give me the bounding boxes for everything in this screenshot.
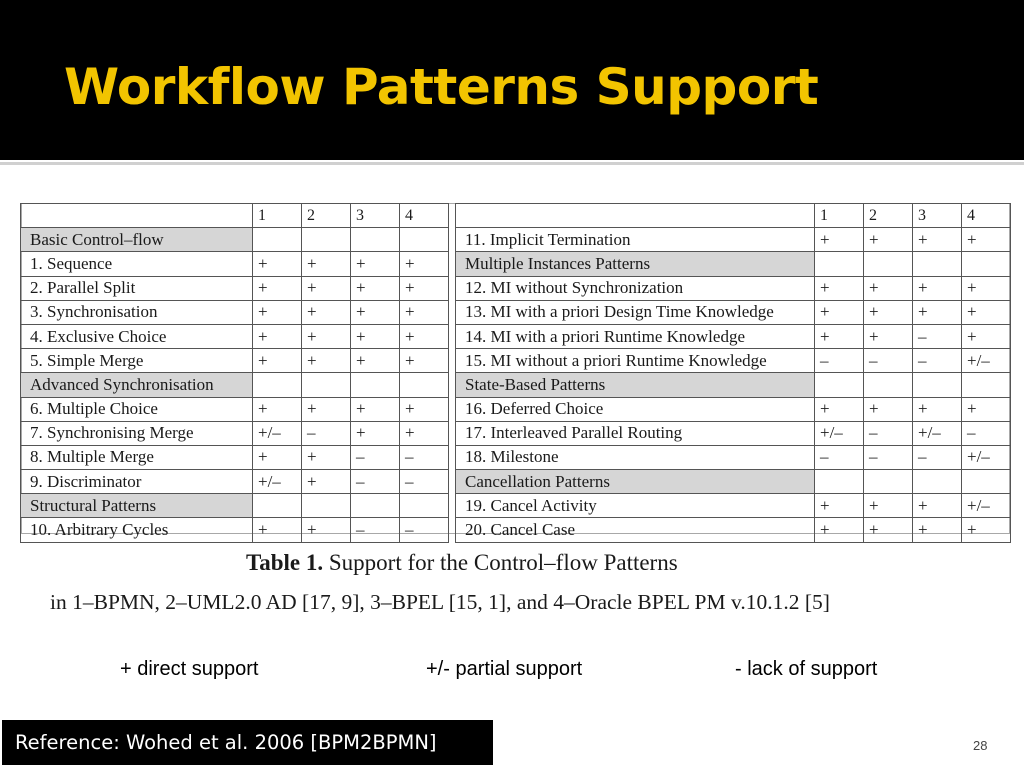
support-value: + [864,300,913,324]
support-value: + [864,518,913,542]
column-gap [449,204,456,228]
support-value: + [962,518,1011,542]
support-value: – [351,518,400,542]
support-value [400,494,449,518]
support-value: + [815,300,864,324]
column-gap [449,252,456,276]
column-gap [449,228,456,252]
pattern-name: 11. Implicit Termination [456,228,815,252]
support-value [400,228,449,252]
section-header: Cancellation Patterns [456,470,815,494]
pattern-name: 8. Multiple Merge [21,445,253,469]
support-value: – [864,349,913,373]
pattern-name: 15. MI without a priori Runtime Knowledge [456,349,815,373]
support-value [962,470,1011,494]
support-value: + [351,300,400,324]
support-value [913,252,962,276]
support-value [253,373,302,397]
header-blank-right [456,204,815,228]
table-row [21,421,1011,445]
pattern-name: 19. Cancel Activity [456,494,815,518]
support-value: + [913,276,962,300]
header-divider [0,162,1024,165]
support-value: + [253,445,302,469]
support-value: +/– [253,421,302,445]
support-value: + [253,518,302,542]
column-gap [449,324,456,348]
support-value: + [302,349,351,373]
support-value: +/– [913,421,962,445]
table-row [21,228,1011,252]
table-row [21,252,1011,276]
caption-label: Table 1. [246,550,324,575]
column-gap [449,470,456,494]
pattern-name: 12. MI without Synchronization [456,276,815,300]
support-value: + [302,470,351,494]
support-value [253,494,302,518]
column-header: 4 [962,204,1011,228]
table-caption [246,550,678,576]
column-header: 2 [864,204,913,228]
support-value: + [913,494,962,518]
pattern-name: 4. Exclusive Choice [21,324,253,348]
support-value: +/– [815,421,864,445]
pattern-name: 17. Interleaved Parallel Routing [456,421,815,445]
slide-header [0,0,1024,160]
column-header: 3 [913,204,962,228]
table-header-row [21,204,1011,228]
support-value: – [351,470,400,494]
support-value: + [400,397,449,421]
support-value: + [253,300,302,324]
column-gap [449,373,456,397]
pattern-name: 1. Sequence [21,252,253,276]
support-value [913,470,962,494]
support-value: + [962,276,1011,300]
pattern-name: 9. Discriminator [21,470,253,494]
support-value: +/– [962,494,1011,518]
support-value: – [302,421,351,445]
support-value: + [302,276,351,300]
support-value [302,373,351,397]
column-gap [449,445,456,469]
pattern-name: 6. Multiple Choice [21,397,253,421]
column-header: 1 [253,204,302,228]
support-value: – [913,445,962,469]
pattern-name: 7. Synchronising Merge [21,421,253,445]
pattern-name: 3. Synchronisation [21,300,253,324]
support-value [962,373,1011,397]
support-value: + [302,252,351,276]
pattern-name: 20. Cancel Case [456,518,815,542]
support-value [302,228,351,252]
column-gap [449,300,456,324]
support-value: + [302,300,351,324]
column-header: 2 [302,204,351,228]
pattern-name: 14. MI with a priori Runtime Knowledge [456,324,815,348]
support-value: + [351,324,400,348]
support-value: + [253,276,302,300]
column-gap [449,494,456,518]
support-value [815,470,864,494]
support-value: + [913,300,962,324]
column-header: 4 [400,204,449,228]
support-value: + [400,276,449,300]
support-value: + [864,228,913,252]
header-blank-left [21,204,253,228]
section-header: Advanced Synchronisation [21,373,253,397]
support-value [864,252,913,276]
column-gap [449,276,456,300]
support-value: – [815,445,864,469]
support-value: + [253,349,302,373]
support-value: + [400,421,449,445]
legend-lack-of-support: - lack of support [735,658,878,680]
support-value: + [962,228,1011,252]
support-value: – [400,518,449,542]
support-value: +/– [962,349,1011,373]
legend-partial-support: +/- partial support [426,658,583,680]
column-gap [449,349,456,373]
pattern-name: 18. Milestone [456,445,815,469]
support-value: + [864,397,913,421]
support-value: – [864,445,913,469]
pattern-name: 16. Deferred Choice [456,397,815,421]
support-value [864,470,913,494]
section-header: Structural Patterns [21,494,253,518]
support-value [864,373,913,397]
support-value: + [913,397,962,421]
support-value: + [864,324,913,348]
column-gap [449,397,456,421]
support-value [400,373,449,397]
table-row [21,276,1011,300]
table-row [21,324,1011,348]
pattern-name: 13. MI with a priori Design Time Knowledge [456,300,815,324]
pattern-name: 2. Parallel Split [21,276,253,300]
support-value [962,252,1011,276]
column-header: 1 [815,204,864,228]
column-gap [449,518,456,542]
support-value [815,373,864,397]
support-value: +/– [253,470,302,494]
support-value: + [864,276,913,300]
support-value: + [351,421,400,445]
pattern-name: 10. Arbitrary Cycles [21,518,253,542]
support-value: + [351,252,400,276]
table-row [21,445,1011,469]
support-value: + [864,494,913,518]
support-value: – [400,470,449,494]
legend-direct-support: + direct support [120,658,259,680]
table-row [21,373,1011,397]
support-value: + [815,276,864,300]
support-value: + [815,324,864,348]
support-value: – [400,445,449,469]
support-value: +/– [962,445,1011,469]
support-value: – [351,445,400,469]
section-header: Basic Control–flow [21,228,253,252]
support-value: + [302,324,351,348]
support-value: + [913,228,962,252]
support-value: + [815,397,864,421]
reference-box: Reference: Wohed et al. 2006 [BPM2BPMN] [2,720,493,765]
page-number: 28 [973,738,988,753]
support-value: – [913,349,962,373]
table-row [21,300,1011,324]
section-header: Multiple Instances Patterns [456,252,815,276]
section-header: State-Based Patterns [456,373,815,397]
support-value [351,494,400,518]
support-value: + [815,518,864,542]
column-gap [449,421,456,445]
support-value: + [351,349,400,373]
support-value [253,228,302,252]
support-value: + [253,324,302,348]
support-value: – [864,421,913,445]
support-value: + [351,276,400,300]
pattern-name: 5. Simple Merge [21,349,253,373]
support-value: + [913,518,962,542]
patterns-table [20,203,1011,543]
support-value [351,373,400,397]
support-value: + [962,397,1011,421]
support-value: + [253,397,302,421]
caption-legend-line: in 1–BPMN, 2–UML2.0 AD [17, 9], 3–BPEL [15, 1], and 4–Oracle BPEL PM v.10.1.2 [5] [50,590,830,614]
caption-text: Support for the Control–flow Patterns [328,550,678,575]
support-value: + [962,300,1011,324]
table-row [21,494,1011,518]
support-value: + [400,252,449,276]
support-value: + [400,300,449,324]
support-value: + [962,324,1011,348]
support-value: – [962,421,1011,445]
support-value: + [253,252,302,276]
table-row [21,470,1011,494]
support-value: + [815,494,864,518]
table-row [21,518,1011,542]
support-value [913,373,962,397]
support-value: + [400,324,449,348]
table-row [21,349,1011,373]
table-row [21,397,1011,421]
column-header: 3 [351,204,400,228]
support-value: + [351,397,400,421]
support-value: + [400,349,449,373]
support-value [302,494,351,518]
support-value: + [302,445,351,469]
support-value [815,252,864,276]
support-value: + [815,228,864,252]
support-value: – [913,324,962,348]
support-value [351,228,400,252]
support-value: – [815,349,864,373]
support-value: + [302,518,351,542]
slide-title: Workflow Patterns Support [64,58,819,116]
support-value: + [302,397,351,421]
